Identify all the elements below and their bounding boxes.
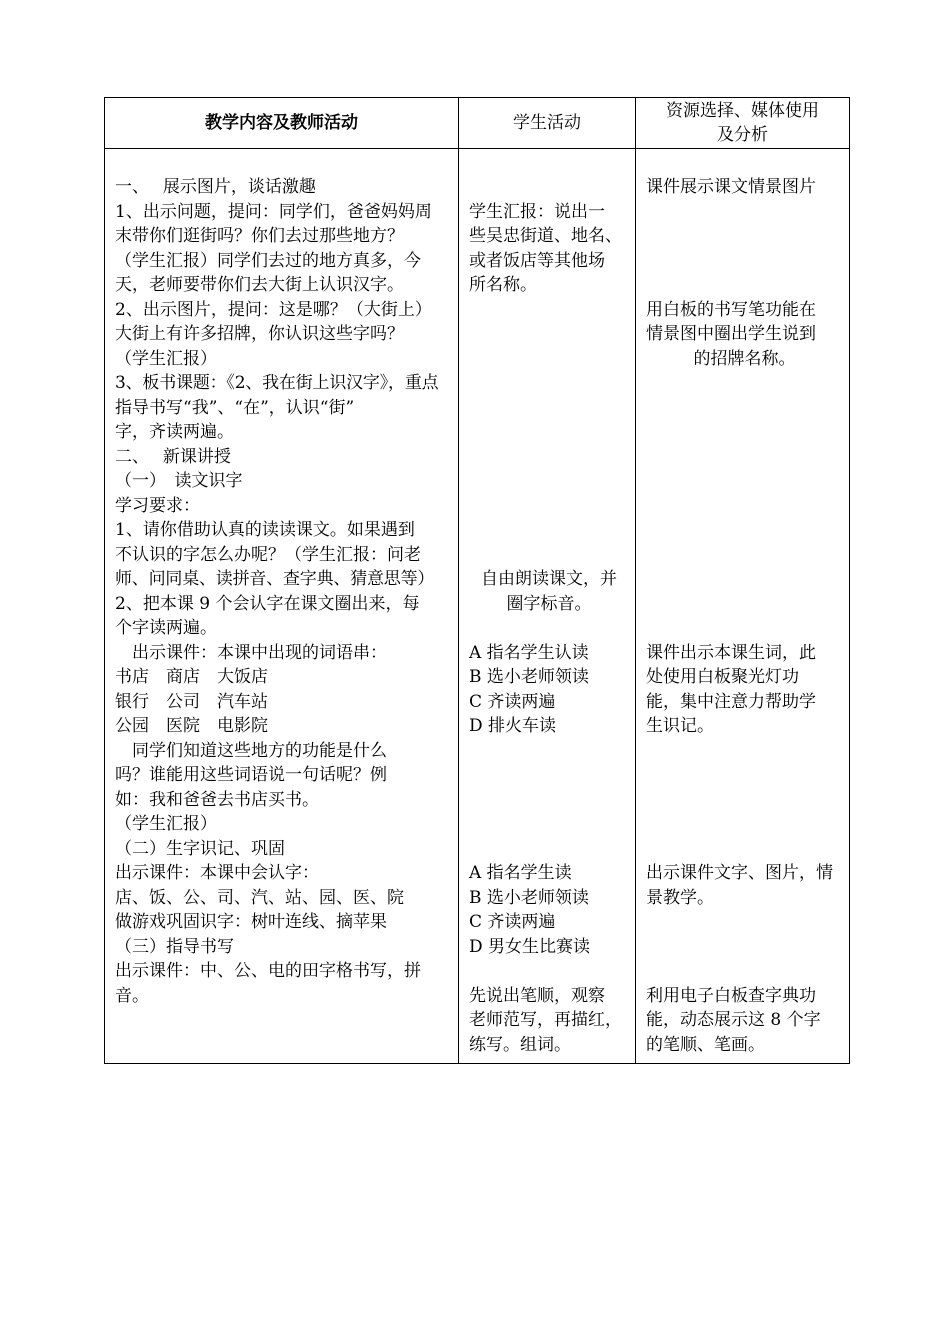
teacher-line: （学生汇报） [115, 814, 217, 834]
teacher-line: 出示课件：本课中出现的词语串： [115, 642, 387, 663]
resource-line: 课件展示课文情景图片 [646, 177, 816, 197]
teacher-line: 音。 [115, 985, 149, 1006]
teacher-line: 学习要求： [115, 495, 200, 516]
header-resource-label-2: 及分析 [717, 125, 768, 145]
student-line: A 指名学生读 [469, 863, 572, 883]
teacher-line: 吗？谁能用这些词语说一句话呢？例 [115, 765, 387, 785]
resource-analysis-cell [636, 149, 850, 1064]
teacher-line: 师、问同桌、读拼音、查字典、猜意思等） [115, 569, 435, 589]
teacher-line: 出示课件：本课中会认字： [115, 863, 319, 883]
teacher-line: 银行 公司 汽车站 [115, 691, 268, 712]
header-teacher-activity [105, 98, 459, 149]
teacher-line: （一） 读文识字 [115, 471, 243, 491]
teacher-line: 字，齐读两遍。 [115, 422, 234, 442]
resource-line: 的笔顺、笔画。 [646, 1034, 765, 1055]
student-line: D 排火车读 [469, 716, 557, 736]
student-line: C 齐读两遍 [469, 912, 556, 932]
student-activity-cell [459, 149, 636, 1064]
teacher-line: 2、出示图片，提问：这是哪？（大街上） [115, 299, 432, 320]
resource-line: 利用电子白板查字典功 [646, 985, 816, 1006]
resource-line: 用白板的书写笔功能在 [646, 299, 816, 320]
student-line: D 男女生比赛读 [469, 936, 591, 957]
student-line: 或者饭店等其他场 [469, 250, 605, 271]
teacher-line: （学生汇报） [115, 348, 217, 369]
resource-line: 景教学。 [646, 887, 714, 908]
teacher-line: 个字读两遍。 [115, 618, 217, 638]
table-header-row [105, 98, 850, 149]
student-line: 自由朗读课文，并 [481, 569, 617, 589]
header-student-label: 学生活动 [513, 112, 581, 133]
teacher-line: 1、请你借助认真的读读课文。如果遇到 [115, 520, 415, 540]
header-teacher-label: 教学内容及教师活动 [205, 112, 358, 133]
teacher-line: 店、饭、公、司、汽、站、园、医、院 [115, 887, 404, 908]
teacher-line: 3、板书课题：《2、我在街上识汉字》，重点 [115, 373, 439, 393]
teacher-line: 指导书写“我”、“在”，认识“街” [115, 397, 355, 418]
resource-line: 能，集中注意力帮助学 [646, 691, 816, 712]
teacher-line: 不认识的字怎么办呢？（学生汇报：问老 [115, 544, 421, 565]
header-student-activity [459, 98, 636, 149]
teacher-line: 2、把本课 9 个会认字在课文圈出来，每 [115, 593, 420, 614]
teacher-line: （学生汇报）同学们去过的地方真多，今 [115, 250, 421, 271]
teacher-line: 做游戏巩固识字：树叶连线、摘苹果 [115, 912, 387, 932]
teacher-line: 出示课件：中、公、电的田字格书写，拼 [115, 961, 421, 981]
teacher-line: 末带你们逛街吗？你们去过那些地方？ [115, 226, 404, 246]
teacher-line: 1、出示问题，提问：同学们，爸爸妈妈周 [115, 201, 432, 222]
teacher-line: 大街上有许多招牌，你认识这些字吗？ [115, 324, 404, 344]
teacher-line: （三）指导书写 [115, 936, 234, 957]
resource-line: 情景图中圈出学生说到 [646, 324, 816, 344]
teacher-line: 一、 展示图片，谈话激趣 [115, 177, 316, 197]
table-body-row [105, 149, 850, 1064]
teacher-line: 同学们知道这些地方的功能是什么 [115, 740, 387, 761]
student-line: 些吴忠街道、地名、 [469, 226, 622, 246]
teacher-line: 书店 商店 大饭店 [115, 667, 268, 687]
student-line: 老师范写，再描红， [469, 1010, 622, 1030]
header-resource-analysis [636, 98, 850, 149]
teacher-line: 如：我和爸爸去书店买书。 [115, 789, 319, 810]
resource-line: 出示课件文字、图片，情 [646, 863, 833, 883]
student-line: A 指名学生认读 [469, 642, 589, 663]
header-resource-label-1: 资源选择、媒体使用 [666, 100, 819, 121]
resource-line: 课件出示本课生词，此 [646, 642, 816, 663]
teacher-line: （二）生字识记、巩固 [115, 838, 285, 859]
student-line: 学生汇报：说出一 [469, 201, 605, 222]
teacher-line: 二、 新课讲授 [115, 446, 231, 467]
teacher-activity-cell [105, 149, 459, 1064]
student-line: 先说出笔顺，观察 [469, 985, 605, 1006]
student-line: C 齐读两遍 [469, 691, 556, 712]
spacer [469, 175, 629, 200]
student-line: B 选小老师领读 [469, 887, 589, 908]
student-line: 圈字标音。 [506, 593, 592, 614]
teacher-line: 天，老师要带你们去大街上认识汉字。 [115, 275, 404, 295]
resource-line: 处使用白板聚光灯功 [646, 667, 799, 687]
student-line: B 选小老师领读 [469, 667, 589, 687]
student-line: 练写。组词。 [469, 1034, 571, 1055]
teacher-line: 公园 医院 电影院 [115, 716, 268, 736]
lesson-plan-table [104, 97, 850, 1064]
resource-line: 生识记。 [646, 716, 714, 736]
resource-line: 能，动态展示这 8 个字 [646, 1010, 821, 1030]
resource-line: 的招牌名称。 [693, 348, 796, 369]
student-line: 所名称。 [469, 275, 537, 295]
